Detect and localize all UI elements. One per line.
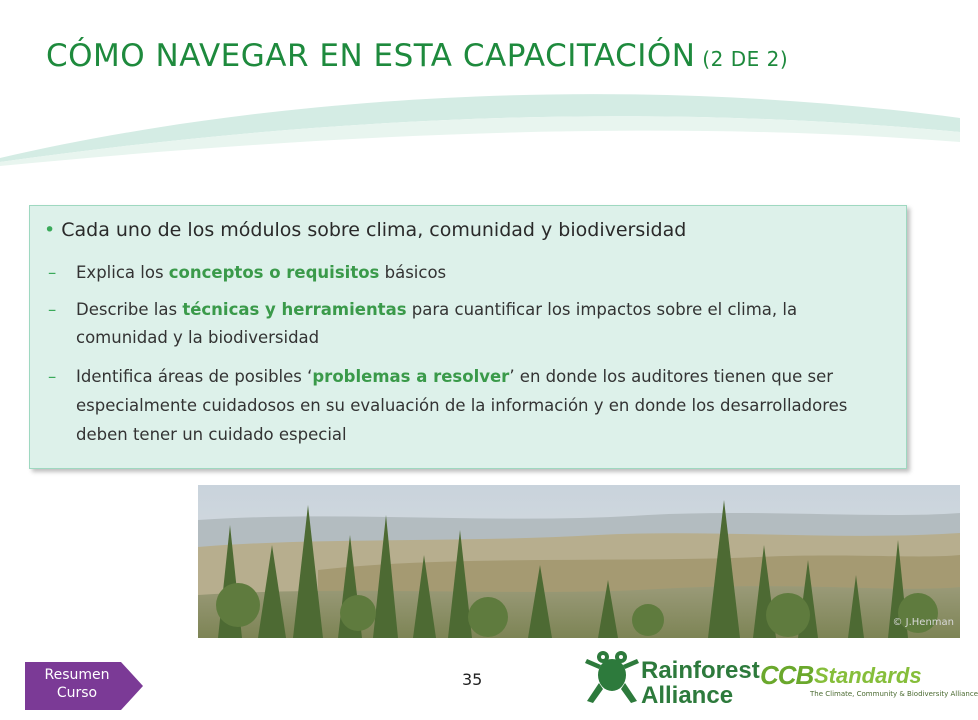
sub-item-text: para cuantificar los impactos sobre el clima, la comunidad y la biodiversidad xyxy=(76,300,798,347)
dash-icon: – xyxy=(48,263,57,282)
landscape-image xyxy=(198,485,960,638)
sub-item-text: básicos xyxy=(379,263,447,282)
slide-title-main: CÓMO NAVEGAR EN ESTA CAPACITACIÓN xyxy=(46,38,696,74)
bullet-dot-icon: • xyxy=(44,219,56,241)
main-bullet xyxy=(44,219,686,241)
sub-item-text: Explica los xyxy=(76,263,169,282)
resumen-curso-button[interactable] xyxy=(25,662,143,710)
photo-credit: © J.Henman xyxy=(892,617,954,628)
resumen-curso-label xyxy=(25,666,129,702)
ra-wordmark-line2: Alliance xyxy=(641,682,734,709)
resumen-label-line1: Resumen xyxy=(44,667,110,683)
sub-item xyxy=(48,258,886,287)
standards-wordmark: Standards xyxy=(814,663,922,688)
slide-title xyxy=(46,38,926,74)
sub-item xyxy=(48,296,886,352)
sub-item xyxy=(48,362,886,449)
ccb-standards-logo xyxy=(760,660,978,706)
content-box xyxy=(29,205,907,469)
frog-icon xyxy=(585,645,639,705)
rainforest-alliance-wordmark xyxy=(641,658,760,708)
dash-icon: – xyxy=(48,300,57,319)
ccb-wordmark: CCB xyxy=(760,660,814,690)
ccb-tagline: The Climate, Community & Biodiversity Alliance xyxy=(810,690,978,698)
header-swoosh xyxy=(0,80,960,180)
landscape-photo xyxy=(198,485,960,638)
sub-item-text: Identifica áreas de posibles ‘ xyxy=(76,367,313,386)
dash-icon: – xyxy=(48,367,57,386)
slide-title-sub: (2 DE 2) xyxy=(695,47,789,71)
sub-item-highlight: conceptos o requisitos xyxy=(168,263,380,282)
sub-item-highlight: técnicas y herramientas xyxy=(182,300,407,319)
resumen-label-line2: Curso xyxy=(56,685,98,701)
sub-item-highlight: problemas a resolver xyxy=(312,367,510,386)
main-bullet-text: Cada uno de los módulos sobre clima, comunidad y biodiversidad xyxy=(61,219,687,241)
rainforest-alliance-logo xyxy=(585,645,760,710)
page-number: 35 xyxy=(462,670,483,689)
ra-wordmark-line1: Rainforest xyxy=(641,657,760,684)
sub-item-text: ’ en donde los auditores tienen que ser especialmente cuidadosos en su evaluación de la información y en donde los desarrolladores deben tener un cuidado especial xyxy=(76,367,848,444)
sub-item-text: Describe las xyxy=(76,300,183,319)
